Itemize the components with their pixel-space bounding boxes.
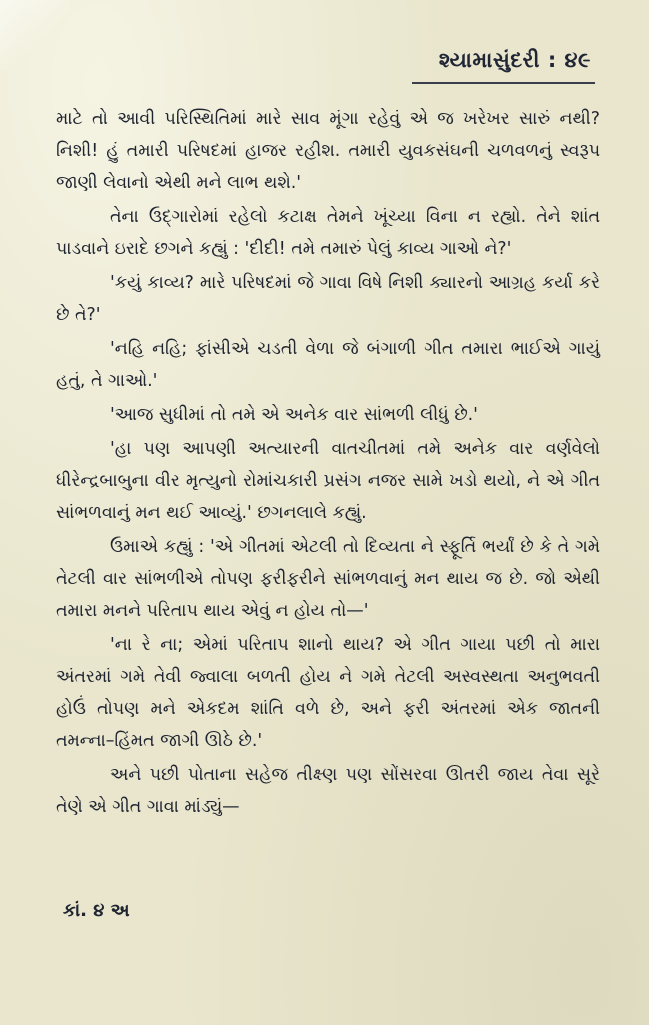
paragraph: 'હા પણ આપણી અત્યારની વાતચીતમાં તમે અનેક વાર વર્ણવેલો ધીરેન્દ્રબાબુના વીર મૃત્યુનો રોમાંચકારી પ્રસંગ નજર સામે ખડો થયો, ને એ ગીત સાંભળવાનું મન થઈ આવ્યું.' છગનલાલે કહ્યું. bbox=[56, 439, 600, 523]
paragraph: ઉમાએ કહ્યું : 'એ ગીતમાં એટલી તો દિવ્યતા ને સ્ફૂર્તિ ભર્યાં છે કે તે ગમે તેટલી વાર સાંભળીએ તોપણ ફરીફરીને સાંભળવાનું મન થાય જ છે. જો એથી તમારા મનને પરિતાપ થાય એવું ન હોય તો—' bbox=[56, 537, 600, 621]
paragraph: માટે તો આવી પરિસ્થિતિમાં મારે સાવ મૂંગા રહેવું એ જ ખરેખર સારું નથી? નિશી! હું તમારી પરિષદમાં હાજર રહીશ. તમારી યુવકસંઘની ચળવળનું સ્વરૂપ જાણી લેવાનો એથી મને લાભ થશે.' bbox=[56, 109, 600, 193]
paragraph: 'ના રે ના; એમાં પરિતાપ શાનો થાય? એ ગીત ગાયા પછી તો મારા અંતરમાં ગમે તેવી જ્વાલા બળતી હોય ને ગમે તેટલી અસ્વસ્થતા અનુભવતી હોઉં તોપણ મને એકદમ શાંતિ વળે છે, અને ફરી અંતરમાં એક જાતની તમન્ના–હિંમત જાગી ઊઠે છે.' bbox=[56, 635, 600, 751]
page-corner-crease bbox=[0, 0, 70, 70]
header-rule bbox=[412, 82, 595, 84]
paragraph: 'કયું કાવ્ય? મારે પરિષદમાં જે ગાવા વિષે નિશી ક્યારનો આગ્રહ કર્યા કરે છે તે?' bbox=[56, 273, 600, 325]
running-header-title: શ્યામાસુંદરી : ૪૯ bbox=[438, 48, 591, 72]
page-body bbox=[56, 103, 600, 825]
paragraph: 'આજ સુધીમાં તો તમે એ અનેક વાર સાંભળી લીધું છે.' bbox=[110, 405, 478, 425]
paragraph: 'નહિ નહિ; ફાંસીએ ચડતી વેળા જે બંગાળી ગીત તમારા ભાઈએ ગાયું હતું, તે ગાઓ.' bbox=[56, 339, 600, 391]
paragraph: અને પછી પોતાના સહેજ તીક્ષ્ણ પણ સોંસરવા ઊતરી જાય તેવા સૂરે તેણે એ ગીત ગાવા માંડ્યું— bbox=[56, 765, 600, 817]
paragraph: તેના ઉદ્ગારોમાં રહેલો કટાક્ષ તેમને ખૂંચ્યા વિના ન રહ્યો. તેને શાંત પાડવાને ઇરાદે છગને કહ્યું : 'દીદી! તમે તમારું પેલું કાવ્ય ગાઓ ને?' bbox=[56, 207, 600, 259]
signature-mark: કાં. ૪ અ bbox=[63, 900, 130, 921]
